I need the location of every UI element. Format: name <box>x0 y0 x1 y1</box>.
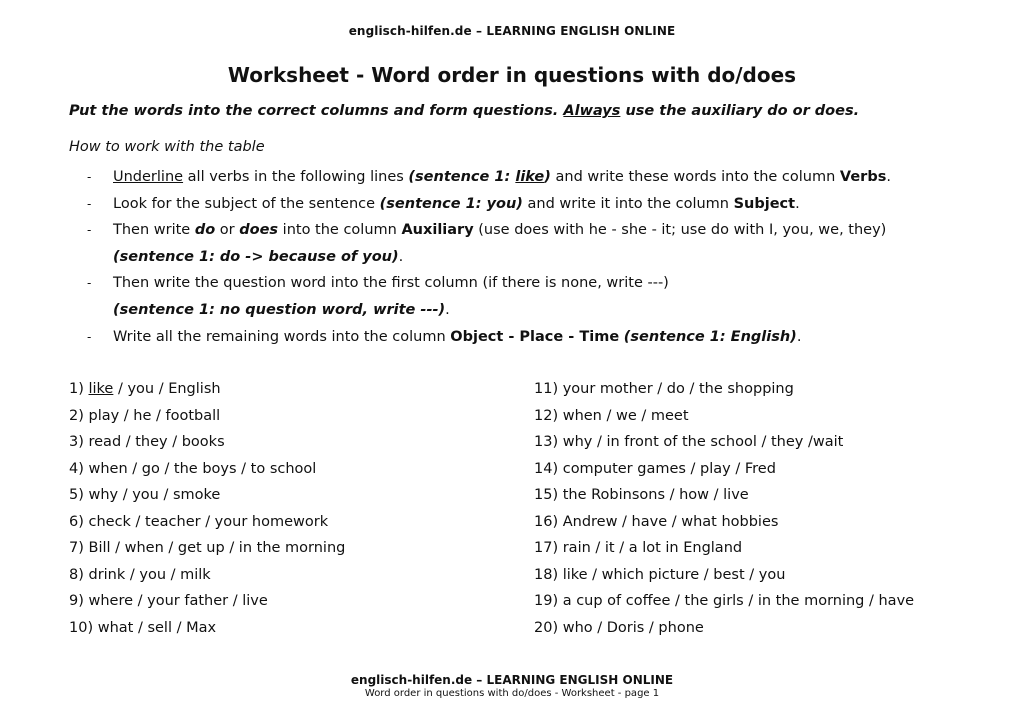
exercise-item: 7) Bill / when / get up / in the morning <box>69 540 346 556</box>
step4-example: (sentence 1: no question word, write ---) <box>113 301 446 318</box>
exercise-item: 2) play / he / football <box>69 407 221 424</box>
step2-text2: and write it into the column <box>522 195 734 212</box>
footer-subtitle: Word order in questions with do/does - Worksheet - page 1 <box>364 688 660 699</box>
step3-do: do <box>194 222 216 239</box>
step2-example: (sentence 1: you) <box>379 195 523 212</box>
step2-column: Subject <box>733 195 796 212</box>
exercise-item: 18) like / which picture / best / you <box>534 566 786 583</box>
exercise-item: 10) what / sell / Max <box>69 619 217 636</box>
step3-end: . <box>398 248 404 265</box>
step-dash: - <box>87 223 92 238</box>
step2-text1: Look for the subject of the sentence <box>113 195 380 212</box>
exercise-item: 15) the Robinsons / how / live <box>534 487 749 503</box>
exercise-item: 11) your mother / do / the shopping <box>534 381 794 397</box>
exercise-item: 14) computer games / play / Fred <box>534 460 776 477</box>
step4-text1: Then write the question word into the first column (if there is none, write ---) <box>113 275 669 292</box>
step2-end: . <box>795 195 800 212</box>
exercise-column-right <box>534 376 914 641</box>
step4-end: . <box>445 301 450 318</box>
step1-text2: and write these words into the column <box>550 169 840 185</box>
step1-text1: all verbs in the following lines <box>183 169 409 185</box>
page-title: Worksheet - Word order in questions with do/does <box>227 63 797 87</box>
step-2 <box>87 191 987 218</box>
how-to-steps <box>87 164 987 350</box>
step-4-example <box>87 297 987 324</box>
step1-end: . <box>886 169 891 185</box>
step1-column: Verbs <box>839 169 887 185</box>
step3-does: does <box>239 222 279 239</box>
instruction-always: Always <box>563 103 621 119</box>
step1-underline-word: Underline <box>113 169 184 185</box>
step5-column: Object - Place - Time <box>450 328 620 345</box>
instruction-part2: use the auxiliary do or does. <box>620 103 860 119</box>
step-3-example <box>87 244 987 271</box>
exercise-item: 17) rain / it / a lot in England <box>534 540 743 556</box>
step3-text1: Then write <box>113 222 195 239</box>
step-dash: - <box>87 329 92 344</box>
exercise-item: 12) when / we / meet <box>534 407 689 424</box>
step5-end: . <box>796 328 802 345</box>
header-site-name: englisch-hilfen.de – LEARNING ENGLISH ONLINE <box>348 24 676 38</box>
exercise-1-rest: / you / English <box>113 381 221 397</box>
exercise-column-left <box>69 376 345 641</box>
how-to-heading: How to work with the table <box>69 139 265 155</box>
exercise-item: 8) drink / you / milk <box>69 566 211 583</box>
exercise-item: 3) read / they / books <box>69 434 225 450</box>
step3-text2: into the column <box>278 222 402 239</box>
step3-example: (sentence 1: do -> because of you) <box>113 248 399 265</box>
exercise-item: 20) who / Doris / phone <box>534 619 704 636</box>
exercise-item <box>69 376 345 403</box>
step-1 <box>87 164 987 191</box>
step1-example-word: like <box>515 169 545 185</box>
step-dash: - <box>87 196 92 211</box>
exercise-1-underlined-verb: like <box>88 381 114 397</box>
step-4 <box>87 270 987 297</box>
step5-example: (sentence 1: English) <box>623 328 797 345</box>
instruction-part1: Put the words into the correct columns and form questions. <box>69 103 564 119</box>
step3-text3: (use does with he - she - it; use do with I, you, we, they) <box>473 222 887 239</box>
step-dash: - <box>87 276 92 291</box>
exercise-item: 4) when / go / the boys / to school <box>69 460 317 477</box>
step1-example-prefix: (sentence 1: <box>408 169 516 185</box>
step-3 <box>87 217 987 244</box>
main-instruction <box>69 103 859 119</box>
exercise-item: 9) where / your father / live <box>69 593 268 609</box>
footer-site-name: englisch-hilfen.de – LEARNING ENGLISH ONLINE <box>350 673 674 687</box>
step-5 <box>87 324 987 351</box>
step5-text1: Write all the remaining words into the column <box>113 328 451 345</box>
step1-example-suffix: ) <box>544 169 551 185</box>
exercise-item: 5) why / you / smoke <box>69 487 221 503</box>
exercise-item: 6) check / teacher / your homework <box>69 513 329 530</box>
step3-or: or <box>215 222 240 239</box>
step-dash: - <box>87 170 92 184</box>
step3-column: Auxiliary <box>401 222 474 239</box>
exercise-1-prefix: 1) <box>69 381 89 397</box>
exercise-item: 19) a cup of coffee / the girls / in the morning / have <box>534 593 915 609</box>
exercise-item: 13) why / in front of the school / they /wait <box>534 434 844 450</box>
exercise-item: 16) Andrew / have / what hobbies <box>534 513 779 530</box>
